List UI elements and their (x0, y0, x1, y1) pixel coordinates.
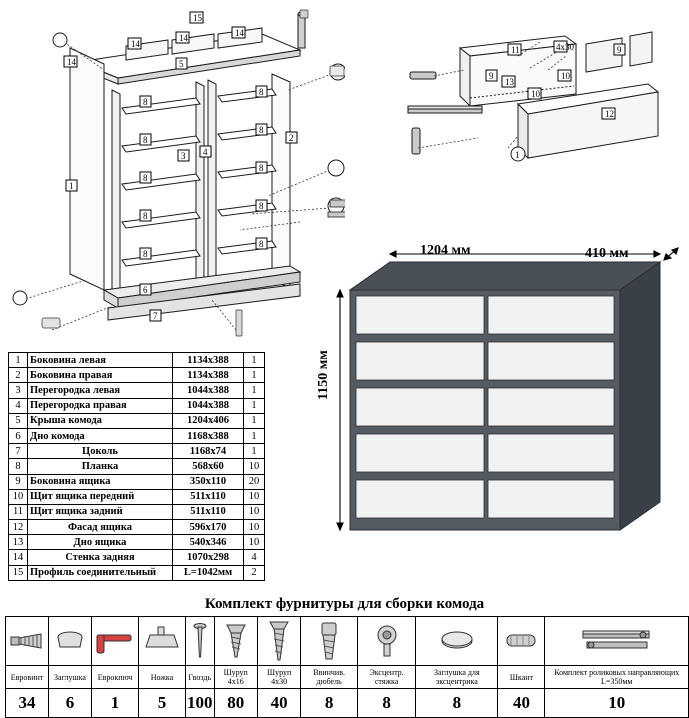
part-index: 4 (9, 398, 28, 413)
table-row (9, 535, 265, 550)
part-index: 12 (9, 520, 28, 535)
table-row (9, 428, 265, 443)
part-index: 9 (9, 474, 28, 489)
table-row (9, 444, 265, 459)
svg-text:11: 11 (511, 45, 520, 55)
svg-text:8: 8 (143, 211, 148, 221)
hardware-section-title: Комплект фурнитуры для сборки комода (204, 596, 485, 612)
dimension-depth-label: 410 мм (585, 246, 629, 261)
svg-text:14: 14 (67, 57, 76, 67)
part-name: Боковина ящика (28, 474, 173, 489)
part-dimension: 1044х388 (173, 383, 244, 398)
part-dimension: 511х110 (173, 504, 244, 519)
svg-text:9: 9 (617, 45, 622, 55)
svg-text:8: 8 (259, 239, 264, 249)
hardware-item-name: Евровинт (6, 666, 49, 689)
hardware-item-count: 34 (6, 689, 49, 718)
hardware-item-count: 5 (139, 689, 186, 718)
table-row (9, 474, 265, 489)
part-name: Дно комода (28, 428, 173, 443)
svg-text:8: 8 (259, 87, 264, 97)
part-quantity: 10 (244, 504, 265, 519)
parts-table (8, 352, 265, 581)
svg-text:8: 8 (259, 125, 264, 135)
exploded-cabinet-diagram (0, 0, 345, 345)
part-name: Щит ящика передний (28, 489, 173, 504)
svg-text:6: 6 (143, 285, 148, 295)
hardware-item-name: Заглушка (49, 666, 92, 689)
part-dimension: 596х170 (173, 520, 244, 535)
hardware-item-name: Ввинчив. дюбель (301, 666, 358, 689)
svg-text:15: 15 (193, 13, 202, 23)
hardware-item-count: 10 (545, 689, 689, 718)
svg-text:4: 4 (203, 147, 208, 157)
part-name: Планка (28, 459, 173, 474)
hardware-item-count: 100 (186, 689, 215, 718)
part-quantity: 2 (244, 565, 265, 580)
hardware-item-count: 40 (498, 689, 545, 718)
euroscrew-icon (6, 617, 49, 666)
finished-chest-rendering (330, 240, 680, 560)
svg-text:14: 14 (131, 39, 140, 49)
part-dimension: 1070х298 (173, 550, 244, 565)
svg-text:14: 14 (179, 33, 188, 43)
part-dimension: L=1042мм (173, 565, 244, 580)
hardware-item-count: 40 (257, 689, 300, 718)
eccentric-cap-icon (416, 617, 498, 666)
part-name: Дно ящика (28, 535, 173, 550)
svg-text:4х30: 4х30 (556, 42, 574, 52)
part-index: 2 (9, 368, 28, 383)
part-index: 14 (9, 550, 28, 565)
svg-text:3: 3 (181, 151, 186, 161)
svg-text:7: 7 (153, 311, 158, 321)
part-quantity: 10 (244, 535, 265, 550)
part-index: 7 (9, 444, 28, 459)
part-index: 8 (9, 459, 28, 474)
part-dimension: 1168х74 (173, 444, 244, 459)
svg-text:8: 8 (143, 173, 148, 183)
part-quantity: 10 (244, 520, 265, 535)
hardware-item-name: Эксцентр. стяжка (357, 666, 415, 689)
part-name: Боковина правая (28, 368, 173, 383)
hardware-item-name: Шкант (498, 666, 545, 689)
screw-4x16-icon (214, 617, 257, 666)
hardware-item-count: 8 (301, 689, 358, 718)
foot-icon (139, 617, 186, 666)
part-name: Профиль соединительный (28, 565, 173, 580)
hardware-item-count: 1 (92, 689, 139, 718)
hardware-item-count: 6 (49, 689, 92, 718)
svg-text:10: 10 (561, 71, 570, 81)
hardware-item-name: Заглушка для эксцентрика (416, 666, 498, 689)
part-name: Перегородка правая (28, 398, 173, 413)
hardware-item-name: Ножка (139, 666, 186, 689)
hardware-item-count: 8 (416, 689, 498, 718)
eccentric-tie-icon (357, 617, 415, 666)
hardware-item-name: Шуруп 4х30 (257, 666, 300, 689)
dowel-icon (498, 617, 545, 666)
part-quantity: 1 (244, 368, 265, 383)
part-dimension: 1168х388 (173, 428, 244, 443)
part-index: 1 (9, 353, 28, 368)
part-quantity: 1 (244, 444, 265, 459)
part-name: Цоколь (28, 444, 173, 459)
part-index: 10 (9, 489, 28, 504)
part-name: Щит ящика задний (28, 504, 173, 519)
nail-icon (186, 617, 215, 666)
part-quantity: 10 (244, 459, 265, 474)
screw-4x30-icon (257, 617, 300, 666)
table-row (9, 459, 265, 474)
part-quantity: 20 (244, 474, 265, 489)
part-name: Перегородка левая (28, 383, 173, 398)
part-dimension: 568х60 (173, 459, 244, 474)
part-dimension: 1204х406 (173, 413, 244, 428)
allen-key-icon (92, 617, 139, 666)
hardware-item-name: Комплект роликовых направляющих L=350мм (545, 666, 689, 689)
table-row (9, 520, 265, 535)
part-index: 15 (9, 565, 28, 580)
part-index: 6 (9, 428, 28, 443)
screw-in-dowel-icon (301, 617, 358, 666)
dimension-width-label: 1204 мм (420, 243, 471, 258)
part-quantity: 4 (244, 550, 265, 565)
table-row (9, 565, 265, 580)
svg-text:8: 8 (143, 135, 148, 145)
svg-text:10: 10 (531, 89, 540, 99)
svg-text:8: 8 (143, 97, 148, 107)
part-dimension: 1044х388 (173, 398, 244, 413)
exploded-drawer-diagram (390, 8, 685, 173)
part-name: Стенка задняя (28, 550, 173, 565)
table-row (9, 504, 265, 519)
part-name: Крыша комода (28, 413, 173, 428)
cap-icon (49, 617, 92, 666)
table-row (9, 368, 265, 383)
svg-text:9: 9 (489, 71, 494, 81)
part-index: 5 (9, 413, 28, 428)
part-quantity: 10 (244, 489, 265, 504)
table-row (9, 383, 265, 398)
part-dimension: 540х346 (173, 535, 244, 550)
part-quantity: 1 (244, 398, 265, 413)
svg-text:13: 13 (505, 77, 514, 87)
svg-text:12: 12 (605, 109, 614, 119)
dimension-height-label: 1150 мм (316, 350, 331, 400)
part-index: 11 (9, 504, 28, 519)
svg-text:14: 14 (235, 28, 244, 38)
svg-text:2: 2 (289, 133, 294, 143)
table-row (9, 413, 265, 428)
svg-text:8: 8 (143, 249, 148, 259)
svg-text:8: 8 (259, 163, 264, 173)
hardware-item-name: Еврокпюч (92, 666, 139, 689)
table-row (9, 550, 265, 565)
table-row (9, 398, 265, 413)
part-dimension: 1134х388 (173, 368, 244, 383)
roller-slides-icon (545, 617, 689, 666)
svg-text:5: 5 (179, 59, 184, 69)
hardware-table (5, 616, 689, 718)
hardware-item-name: Гвоздь (186, 666, 215, 689)
part-quantity: 1 (244, 413, 265, 428)
hardware-item-count: 8 (357, 689, 415, 718)
svg-text:1: 1 (69, 181, 74, 191)
part-dimension: 511х110 (173, 489, 244, 504)
part-quantity: 1 (244, 353, 265, 368)
part-name: Боковина левая (28, 353, 173, 368)
part-dimension: 350х110 (173, 474, 244, 489)
part-quantity: 1 (244, 428, 265, 443)
hardware-item-name: Шуруп 4х16 (214, 666, 257, 689)
table-row (9, 353, 265, 368)
part-index: 3 (9, 383, 28, 398)
hardware-item-count: 80 (214, 689, 257, 718)
svg-text:1: 1 (515, 150, 520, 160)
part-index: 13 (9, 535, 28, 550)
table-row (9, 489, 265, 504)
part-dimension: 1134х388 (173, 353, 244, 368)
part-quantity: 1 (244, 383, 265, 398)
part-name: Фасад ящика (28, 520, 173, 535)
svg-text:8: 8 (259, 201, 264, 211)
